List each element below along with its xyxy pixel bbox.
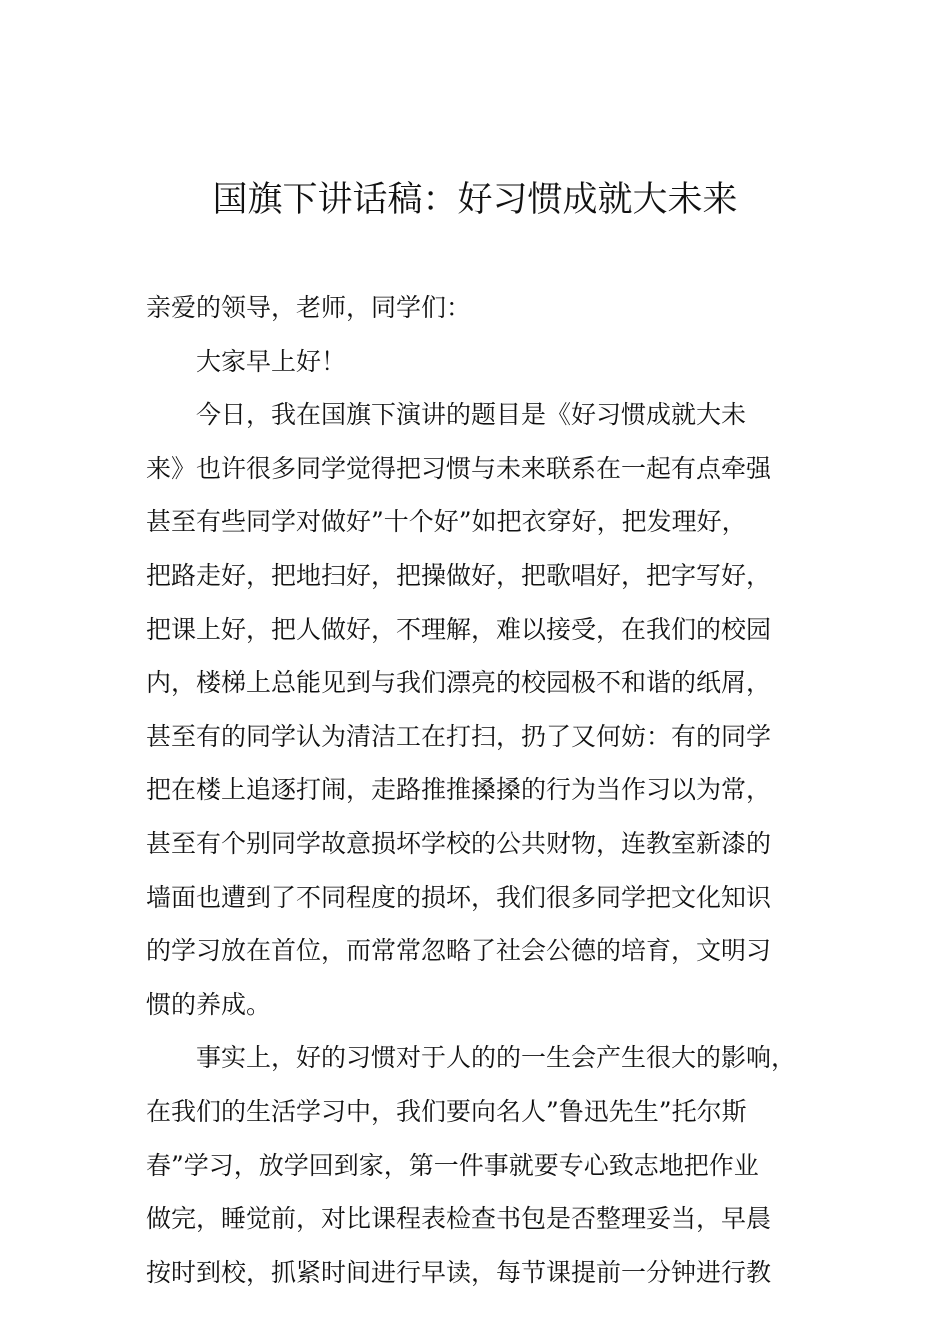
paragraph-line: 今日，我在国旗下演讲的题目是《好习惯成就大未 [196,400,747,430]
paragraph-line: 在我们的生活学习中，我们要向名人”鲁迅先生”托尔斯 [146,1096,747,1126]
paragraph-line: 事实上，好的习惯对于人的的一生会产生很大的影响， [196,1043,797,1073]
greeting-line: 大家早上好！ [196,346,347,376]
paragraph-line: 按时到校，抓紧时间进行早读，每节课提前一分钟进行教 [146,1257,772,1287]
paragraph-line: 甚至有的同学认为清洁工在打扫，扔了又何妨：有的同学 [146,721,772,751]
paragraph-line: 做完，睡觉前，对比课程表检查书包是否整理妥当，早晨 [146,1204,772,1234]
paragraph-line: 来》也许很多同学觉得把习惯与未来联系在一起有点牵强 [146,453,772,483]
paragraph-line: 春”学习，放学回到家，第一件事就要专心致志地把作业 [146,1150,759,1180]
paragraph-line: 把课上好，把人做好，不理解，难以接受，在我们的校园 [146,614,772,644]
document-title: 国旗下讲话稿：好习惯成就大未来 [212,180,738,220]
paragraph-line: 的学习放在首位，而常常忽略了社会公德的培育，文明习 [146,936,772,966]
paragraph-line: 甚至有些同学对做好”十个好”如把衣穿好，把发理好， [146,507,747,537]
paragraph-line: 甚至有个别同学故意损坏学校的公共财物，连教室新漆的 [146,828,772,858]
salutation-line: 亲爱的领导，老师，同学们： [146,293,472,322]
paragraph-line: 内，楼梯上总能见到与我们漂亮的校园极不和谐的纸屑， [146,668,772,698]
paragraph-line: 惯的养成。 [146,989,272,1019]
paragraph-line: 墙面也遭到了不同程度的损坏，我们很多同学把文化知识 [146,882,772,912]
paragraph-line: 把在楼上追逐打闹，走路推推搡搡的行为当作习以为常， [146,775,772,805]
document-body [146,281,808,1299]
paragraph-line: 把路走好，把地扫好，把操做好，把歌唱好，把字写好， [146,560,772,590]
